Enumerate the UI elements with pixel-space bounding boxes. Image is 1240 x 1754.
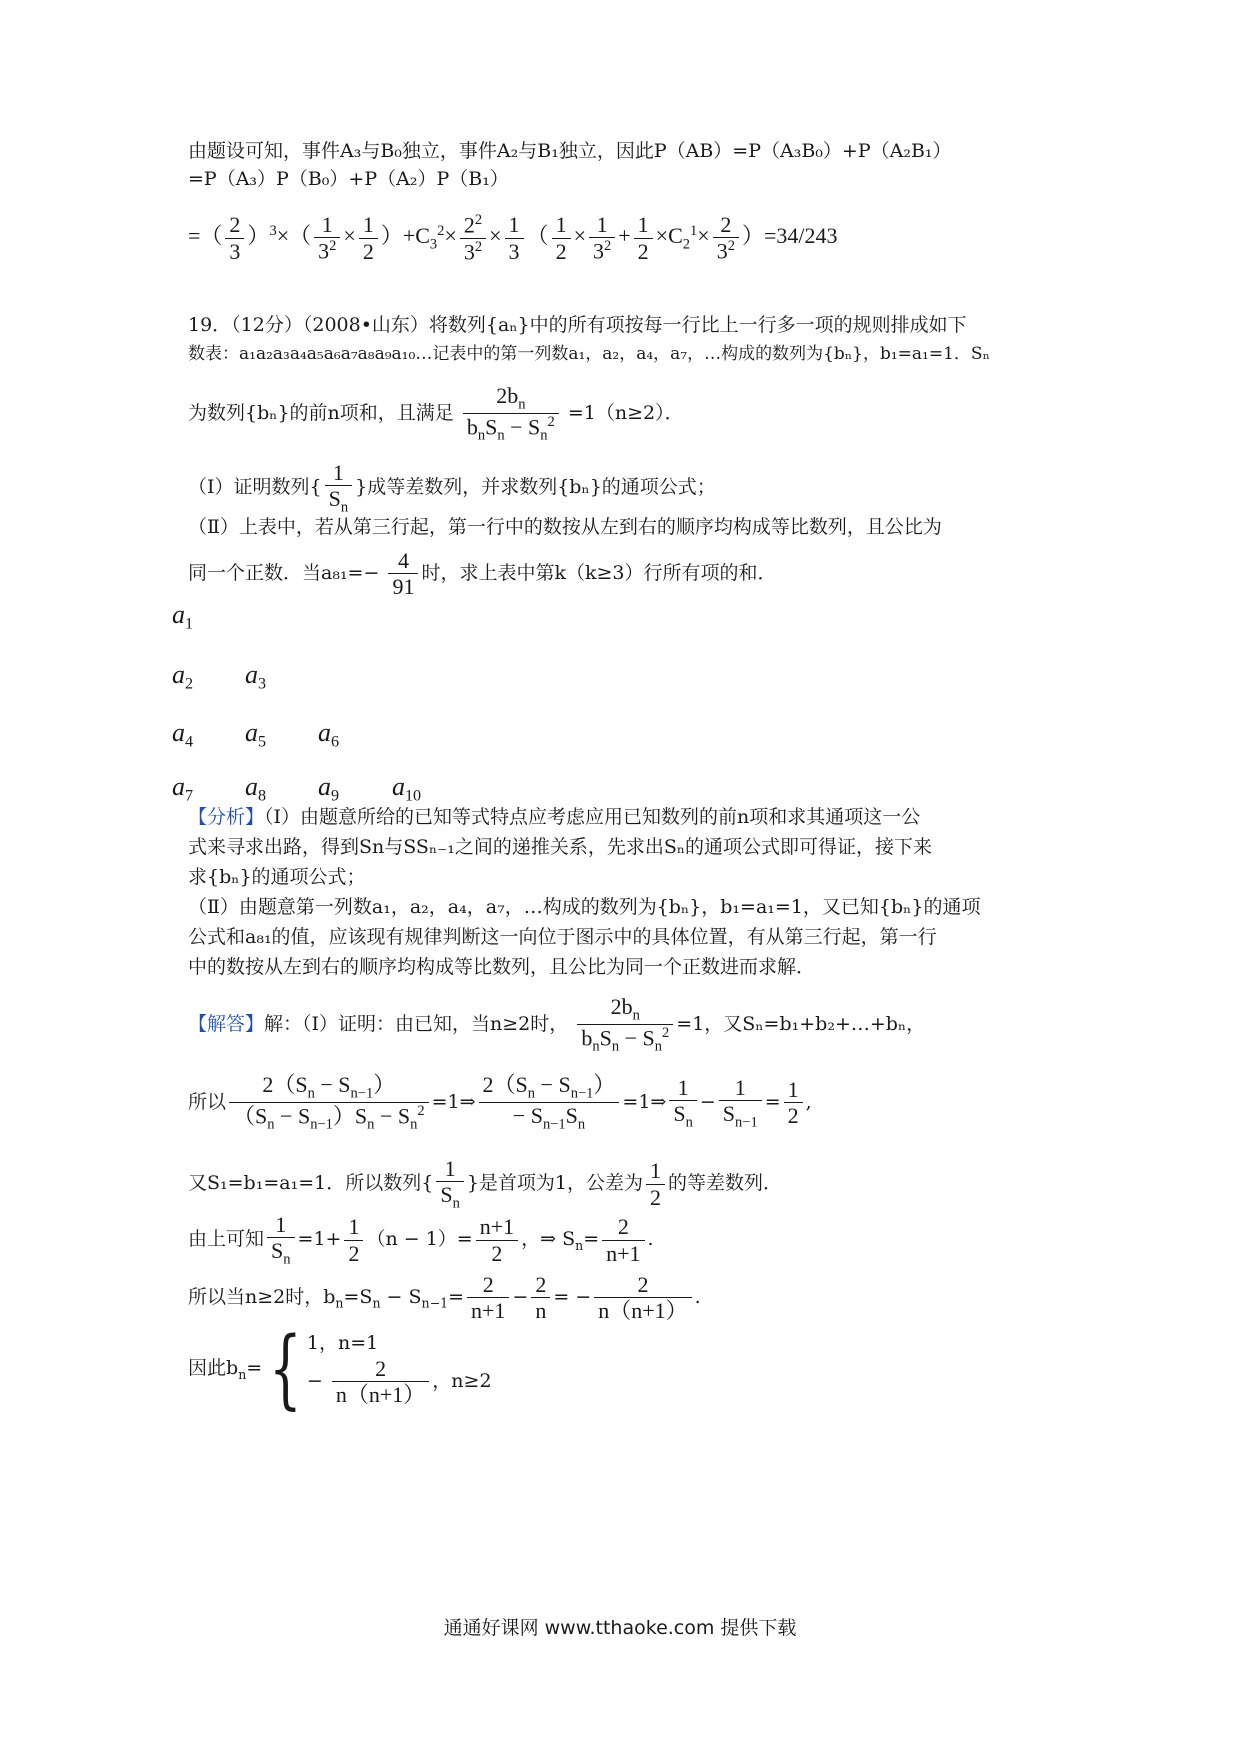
table-row: $a_7$ <box>172 772 194 805</box>
solution-line5-prefix: 所以当n≥2时， <box>188 1285 324 1308</box>
part1-suffix: 成等差数列，并求数列{bₙ}的通项公式； <box>367 476 716 499</box>
analysis-text: （Ⅰ）由题意所给的已知等式特点应考虑应用已知数列的前n项和求其通项这一公 <box>264 806 921 828</box>
table-cell: $a_9$ <box>318 772 340 805</box>
prev-solution-line1: 由题设可知，事件A₃与B₀独立，事件A₂与B₁独立，因此P（AB）=P（A₃B₀）+P（A₂B₁） <box>188 140 952 162</box>
solution-line2-prefix: 所以 <box>188 1090 227 1113</box>
analysis-line5: 公式和a₈₁的值，应该现有规律判断这一向位于图示中的具体位置，有从第三行起，第一行 <box>188 926 937 948</box>
solution-text-suffix: =1，又Sₙ=b₁+b₂+…+bₙ， <box>676 1012 926 1035</box>
page-footer: 通通好课网 www.tthaoke.com 提供下载 <box>443 1617 797 1639</box>
table-cell: $a_3$ <box>245 660 267 693</box>
prev-solution-equation: =（ $\frac{2}{3}$ ）$^3$×（ $\frac{1}{3^2}$ × $\frac{1}{2}$ ）$+C_3^2\times$ $\frac{2^2}{3^2}$ × $\frac{1}{3}$ （ $\frac{1}{2}$ × $\frac{1}{3^2}$ + $\frac{1}{2}$ $\times C_2^1\times$ $\frac{2}{3^2}$ ）=34/243 <box>188 212 838 264</box>
solution-line1: 【解答】解：（Ⅰ）证明：由已知，当n≥2时， $\frac{2b_n}{b_nS_n - S_n^2}$ =1，又Sₙ=b₁+b₂+…+bₙ， <box>188 994 926 1055</box>
table-cell: $a_5$ <box>245 718 267 751</box>
solution-line6-prefix: 因此 <box>188 1357 227 1379</box>
analysis-line2: 式来寻求出路，得到Sn与SSₙ₋₁之间的递推关系，先求出Sₙ的通项公式即可得证，接下来 <box>188 836 933 858</box>
table-row: $a_1$ <box>172 600 194 633</box>
analysis-line4: （Ⅱ）由题意第一列数a₁，a₂，a₄，a₇，…构成的数列为{bₙ}，b₁=a₁=1，又已知{bₙ}的通项 <box>188 896 981 918</box>
table-cell: $a_6$ <box>318 718 340 751</box>
solution-line5: 所以当n≥2时，$b_n=S_n - S_{n-1}=$ $\frac{2}{n+1}$ − $\frac{2}{n}$ = − $\frac{2}{n(n+1)}$ . <box>188 1272 701 1324</box>
table-cell: $a_8$ <box>245 772 267 805</box>
case-2: − $\frac{2}{n(n+1)}$ ，n≥2 <box>306 1355 492 1407</box>
table-row: $a_4$ <box>172 718 194 751</box>
solution-label: 【解答】 <box>188 1012 265 1035</box>
analysis-line3: 求{bₙ}的通项公式； <box>188 866 366 888</box>
solution-text: 解：（Ⅰ）证明：由已知，当n≥2时， <box>264 1012 569 1035</box>
analysis-line6: 中的数按从左到右的顺序均构成等比数列，且公比为同一个正数进而求解． <box>188 956 816 978</box>
condition-fraction: $\frac{2b_n}{b_nS_n - S_n^2}$ <box>463 383 559 444</box>
problem-header: 19．（12分）（2008•山东）将数列{aₙ}中的所有项按每一行比上一行多一项的规则排成如下 <box>188 314 967 336</box>
solution-line4: 由上可知 $\frac{1}{S_n}$ =1+ $\frac{1}{2}$ （n − 1）= $\frac{n+1}{2}$ ，⇒ $S_n=$ $\frac{2}{n+1}$ . <box>188 1212 654 1268</box>
problem-line3-suffix: =1（n≥2）． <box>567 401 684 424</box>
solution-line3-suffix: 的等差数列． <box>668 1172 783 1195</box>
part2-line1: （Ⅱ）上表中，若从第三行起，第一行中的数按从左到右的顺序均构成等比数列，且公比为 <box>188 516 942 538</box>
case-1: 1，n=1 <box>306 1331 379 1354</box>
solution-line3-mid: 是首项为1，公差为 <box>478 1172 644 1195</box>
problem-line3-prefix: 为数列{bₙ}的前n项和，且满足 <box>188 401 454 424</box>
analysis-label: 【分析】 <box>188 806 265 828</box>
part1-prefix: （Ⅰ）证明数列 <box>188 476 310 499</box>
prev-result: =34/243 <box>764 223 838 249</box>
solution-line4-prefix: 由上可知 <box>188 1228 265 1251</box>
table-cell: $a_{10}$ <box>392 772 422 805</box>
piecewise-cases <box>307 1331 492 1407</box>
solution-line6: 因此$b_n=${ 1，n=1 − $\frac{2}{n(n+1)}$ ，n≥2 <box>188 1319 492 1419</box>
solution-line2: 所以 $\frac{2(S_n - S_{n-1})}{(S_n - S_{n-1})S_n - S_n^2}$ =1⇒ $\frac{2(S_n - S_{n-1})}{- S_{n-1}S_n}$ =1⇒ $\frac{1}{S_n}$ − $\frac{1}{S_{n-1}}$ = $\frac{1}{2}$ , <box>188 1072 812 1133</box>
case-2-suffix: ，n≥2 <box>432 1369 492 1392</box>
problem-line2: 数表：a₁a₂a₃a₄a₅a₆a₇a₈a₉a₁₀…记表中的第一列数a₁，a₂，a₄，a₇，…构成的数列为{bₙ}，b₁=a₁=1．Sₙ <box>188 344 990 364</box>
part2-prefix: 同一个正数．当a₈₁= <box>188 561 364 584</box>
problem-line3 <box>188 383 684 444</box>
table-row: $a_2$ <box>172 660 194 693</box>
solution-line3-prefix: 又S₁=b₁=a₁=1．所以数列 <box>188 1172 422 1195</box>
prev-solution-line2: =P（A₃）P（B₀）+P（A₂）P（B₁） <box>188 168 509 190</box>
analysis-line1 <box>188 806 920 829</box>
part2-suffix: 时，求上表中第k（k≥3）行所有项的和． <box>421 561 777 584</box>
part2-line2: 同一个正数．当a₈₁=− $\frac{4}{91}$ 时，求上表中第k（k≥3）行所有项的和． <box>188 548 777 600</box>
part1: （Ⅰ）证明数列{ $\frac{1}{S_n}$ }成等差数列，并求数列{bₙ}的通项公式； <box>188 460 716 516</box>
solution-line3: 又S₁=b₁=a₁=1．所以数列{ $\frac{1}{S_n}$ }是首项为1，公差为 $\frac{1}{2}$ 的等差数列． <box>188 1156 783 1212</box>
